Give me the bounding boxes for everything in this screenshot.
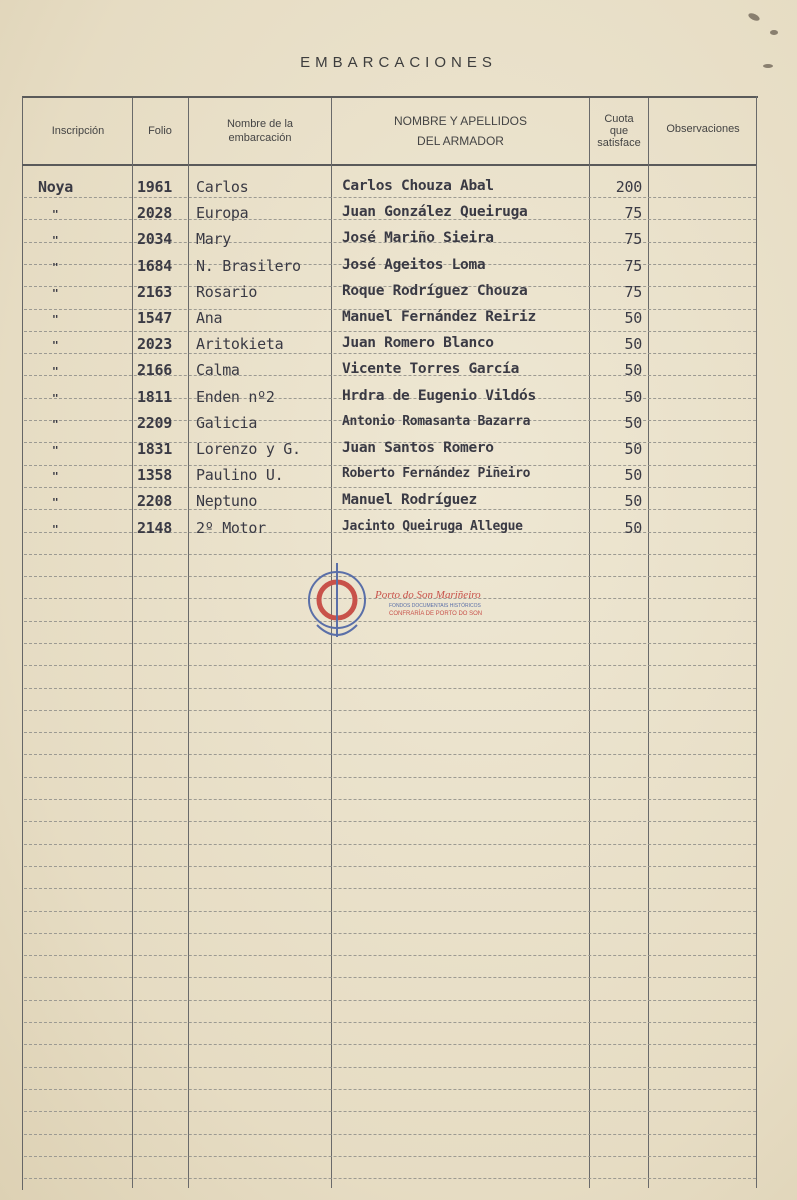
cell-armador: Vicente Torres García — [342, 361, 520, 377]
cell-armador: Juan Santos Romero — [342, 440, 494, 456]
cell-cuota: 50 — [624, 361, 642, 379]
cell-inscripcion: " — [52, 287, 59, 300]
header-observaciones: Observaciones — [666, 123, 740, 135]
cell-folio: 2028 — [137, 204, 172, 222]
cell-folio: 1961 — [137, 178, 172, 196]
cell-cuota: 50 — [624, 492, 642, 510]
ruled-line — [24, 1156, 756, 1157]
stamp-line-1: Porto do Son Mariñeiro — [375, 589, 481, 601]
cell-armador: Manuel Fernández Reiriz — [342, 309, 536, 325]
cell-inscripcion: " — [52, 496, 59, 509]
cell-armador: Roque Rodríguez Chouza — [342, 283, 528, 299]
cell-folio: 1831 — [137, 440, 172, 458]
cell-inscripcion: " — [52, 444, 59, 457]
stamp-line-3: CONFRARÍA DE PORTO DO SON — [389, 611, 483, 617]
ink-smudge — [747, 12, 760, 23]
cell-armador: Carlos Chouza Abal — [342, 178, 494, 194]
header-cuota-line2: que — [609, 125, 629, 137]
header-nombre-embarcacion — [190, 98, 330, 164]
ruled-line — [24, 933, 756, 934]
cell-folio: 2148 — [137, 519, 172, 537]
ruled-line — [24, 977, 756, 978]
cell-cuota: 50 — [624, 309, 642, 327]
archive-stamp — [305, 555, 495, 645]
ruled-line — [24, 509, 756, 510]
stamp-line-2: FONDOS DOCUMENTAIS HISTÓRICOS — [389, 603, 481, 609]
cell-armador: José Ageitos Loma — [342, 257, 486, 273]
ruled-line — [24, 487, 756, 488]
cell-cuota: 75 — [624, 230, 642, 248]
cell-embarcacion: Europa — [196, 204, 249, 222]
cell-inscripcion: " — [52, 418, 59, 431]
cell-embarcacion: Rosario — [196, 283, 258, 301]
ruled-line — [24, 197, 756, 198]
ruled-line — [24, 688, 756, 689]
cell-folio: 1358 — [137, 466, 172, 484]
ruled-line — [24, 844, 756, 845]
cell-embarcacion: Paulino U. — [196, 466, 284, 484]
cell-inscripcion: " — [52, 313, 59, 326]
ruled-line — [24, 1134, 756, 1135]
cell-embarcacion: Neptuno — [196, 492, 258, 510]
ruled-line — [24, 821, 756, 822]
cell-folio: 2163 — [137, 283, 172, 301]
cell-cuota: 50 — [624, 440, 642, 458]
cell-armador: Roberto Fernández Piñeiro — [342, 466, 531, 481]
cell-inscripcion: " — [52, 392, 59, 405]
cell-cuota: 50 — [624, 414, 642, 432]
page-title: EMBARCACIONES — [300, 54, 497, 71]
ruled-line — [24, 777, 756, 778]
ruled-line — [24, 353, 756, 354]
cell-folio: 2208 — [137, 492, 172, 510]
ruled-line — [24, 911, 756, 912]
header-nombre-line2: embarcación — [228, 132, 292, 144]
cell-embarcacion: Lorenzo y G. — [196, 440, 301, 458]
header-armador-line2: DEL ARMADOR — [417, 134, 504, 148]
ruled-line — [24, 710, 756, 711]
cell-inscripcion: " — [52, 208, 59, 221]
header-nombre-line1: Nombre de la — [226, 118, 294, 130]
cell-embarcacion: Enden nº2 — [196, 388, 275, 406]
cell-inscripcion: " — [52, 470, 59, 483]
ruled-line — [24, 799, 756, 800]
ruled-line — [24, 1067, 756, 1068]
ruled-line — [24, 331, 756, 332]
cell-inscripcion: " — [52, 234, 59, 247]
ruled-line — [24, 888, 756, 889]
ruled-line — [24, 732, 756, 733]
ruled-line — [24, 665, 756, 666]
cell-inscripcion: " — [52, 261, 59, 274]
cell-folio: 1547 — [137, 309, 172, 327]
cell-embarcacion: Calma — [196, 361, 240, 379]
cell-cuota: 50 — [624, 388, 642, 406]
cell-inscripcion: " — [52, 339, 59, 352]
cell-embarcacion: Mary — [196, 230, 231, 248]
cell-folio: 1811 — [137, 388, 172, 406]
cell-cuota: 50 — [624, 335, 642, 353]
cell-inscripcion: " — [52, 523, 59, 536]
cell-embarcacion: Carlos — [196, 178, 249, 196]
cell-folio: 1684 — [137, 257, 172, 275]
cell-folio: 2034 — [137, 230, 172, 248]
header-inscripcion: Inscripción — [51, 125, 105, 137]
cell-folio: 2209 — [137, 414, 172, 432]
cell-inscripcion: Noya — [38, 178, 73, 196]
header-folio: Folio — [148, 125, 172, 137]
ink-smudge — [763, 64, 773, 68]
cell-armador: Hrdra de Eugenio Vildós — [342, 388, 536, 404]
cell-armador: Manuel Rodríguez — [342, 492, 477, 508]
cell-embarcacion: Ana — [196, 309, 223, 327]
header-cuota-line1: Cuota — [604, 113, 634, 125]
header-cuota-line3: satisface — [597, 137, 641, 149]
cell-folio: 2023 — [137, 335, 172, 353]
ruled-line — [24, 955, 756, 956]
cell-embarcacion: Aritokieta — [196, 335, 284, 353]
cell-armador: José Mariño Sieira — [342, 230, 494, 246]
cell-embarcacion: Galicia — [196, 414, 258, 432]
cell-cuota: 75 — [624, 283, 642, 301]
cell-armador: Jacinto Queiruga Allegue — [342, 519, 523, 534]
ruled-line — [24, 1044, 756, 1045]
header-armador — [333, 98, 588, 164]
column-divider — [756, 96, 757, 1188]
header-cuota — [590, 98, 648, 164]
cell-cuota: 50 — [624, 466, 642, 484]
ruled-line — [24, 1089, 756, 1090]
cell-embarcacion: 2º Motor — [196, 519, 266, 537]
cell-cuota: 75 — [624, 204, 642, 222]
ruled-line — [24, 1178, 756, 1179]
cell-armador: Antonio Romasanta Bazarra — [342, 414, 531, 429]
ruled-line — [24, 1022, 756, 1023]
cell-cuota: 200 — [615, 178, 642, 196]
cell-embarcacion: N. Brasilero — [196, 257, 301, 275]
cell-armador: Juan González Queiruga — [342, 204, 528, 220]
ruled-line — [24, 1111, 756, 1112]
ruled-line — [24, 866, 756, 867]
header-armador-line1: NOMBRE Y APELLIDOS — [394, 114, 527, 128]
ink-smudge — [770, 30, 778, 35]
ruled-line — [24, 754, 756, 755]
cell-cuota: 50 — [624, 519, 642, 537]
ruled-line — [24, 1000, 756, 1001]
cell-armador: Juan Romero Blanco — [342, 335, 494, 351]
cell-cuota: 75 — [624, 257, 642, 275]
cell-inscripcion: " — [52, 365, 59, 378]
cell-folio: 2166 — [137, 361, 172, 379]
